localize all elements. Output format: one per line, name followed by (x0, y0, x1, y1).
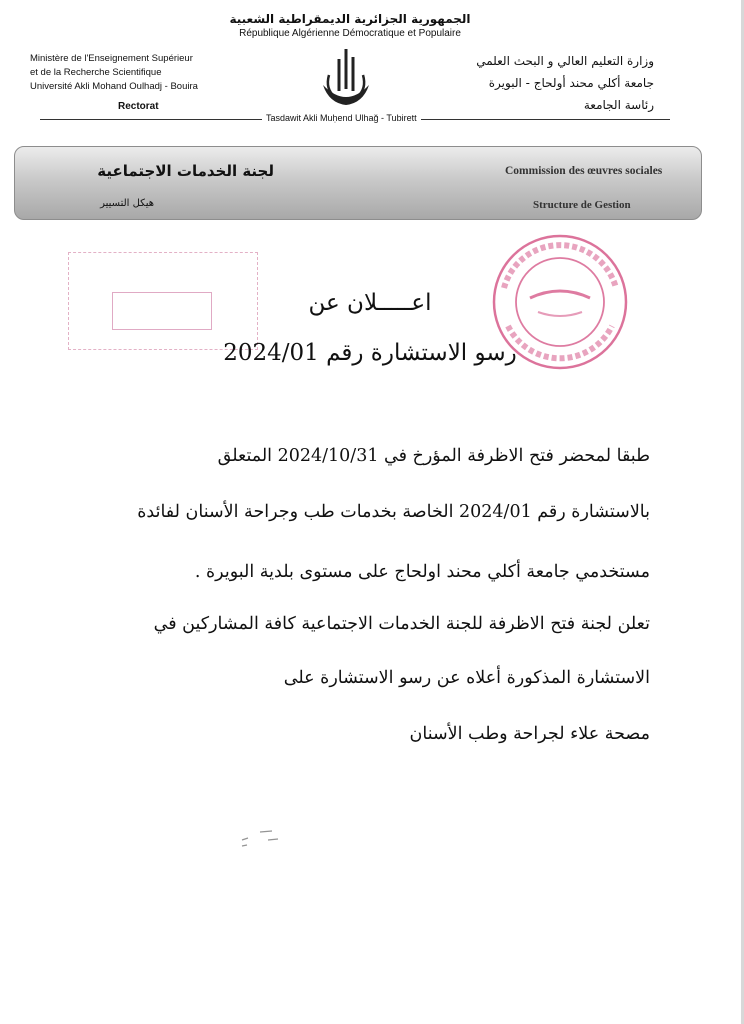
banner-french-title: Commission des œuvres sociales (505, 165, 663, 177)
ministry-arabic-line: جامعة أكلي محند أولحاج - البويرة (488, 76, 654, 90)
university-logo (315, 45, 377, 113)
banner-french-subtitle: Structure de Gestion (533, 199, 631, 211)
ministry-french-block (30, 52, 198, 94)
header-state-french: République Algérienne Démocratique et Populaire (239, 28, 461, 39)
ministry-arabic-line: رئاسة الجامعة (583, 98, 654, 112)
body-line: مستخدمي جامعة أكلي محند اولحاج على مستوى بلدية البويرة . (194, 562, 650, 582)
header-state-arabic: الجمهورية الجزائرية الديمقراطية الشعبية (229, 12, 471, 26)
body-line: مصحة علاء لجراحة وطب الأسنان (409, 724, 650, 744)
signature-marks (238, 826, 298, 856)
ministry-arabic-block (424, 50, 654, 116)
banner-arabic-title: لجنة الخدمات الاجتماعية (97, 162, 274, 180)
body-line: الاستشارة المذكورة أعلاه عن رسو الاستشارة على (283, 668, 650, 688)
rectorat-label: Rectorat (118, 101, 159, 112)
banner-arabic-subtitle: هيكل التسيير (100, 198, 154, 209)
ministry-arabic-line: وزارة التعليم العالي و البحث العلمي (476, 54, 654, 68)
ministry-french-line: Université Akli Mohand Oulhadj - Bouira (30, 81, 198, 92)
ministry-french-line: Ministère de l'Enseignement Supérieur (30, 53, 193, 64)
announcement-subtitle: رسو الاستشارة رقم 2024/01 (223, 340, 517, 366)
announcement-title: اعـــــلان عن (308, 290, 432, 316)
ministry-french-line: et de la Recherche Scientifique (30, 67, 162, 78)
body-line: تعلن لجنة فتح الاظرفة للجنة الخدمات الاجتماعية كافة المشاركين في (153, 614, 650, 634)
body-line: طبقا لمحضر فتح الاظرفة المؤرخ في 2024/10/31 المتعلق (217, 446, 650, 466)
logo-caption: Tasdawit Akli Muḥend Ulhağ - Tubirett (262, 113, 421, 123)
body-line: بالاستشارة رقم 2024/01 الخاصة بخدمات طب وجراحة الأسنان لفائدة (137, 502, 650, 522)
